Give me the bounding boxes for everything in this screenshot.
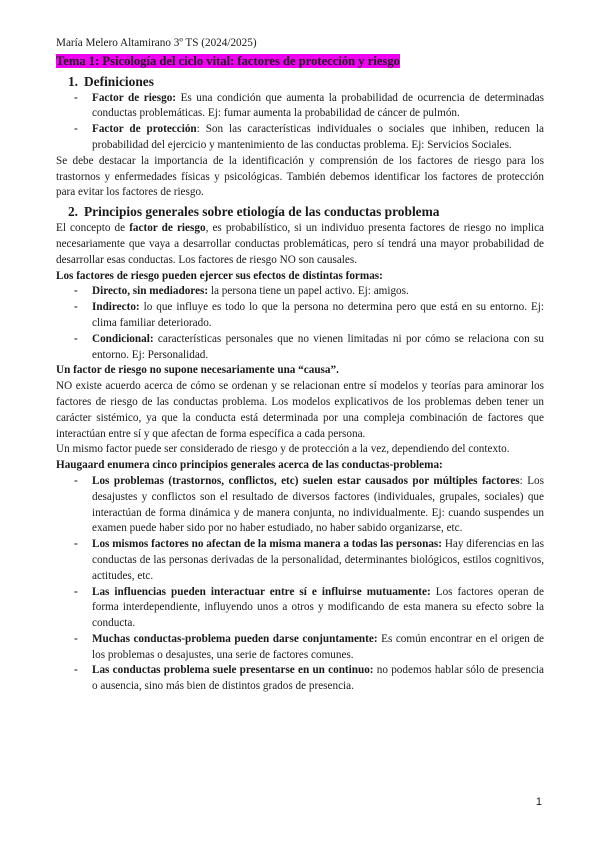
section-heading-principios: 2. Principios generales sobre etiología de las conductas problema	[67, 204, 440, 220]
list-item: - Las influencias pueden interactuar entre sí e influirse mutuamente: Los factores operan de forma interdependiente, influyendo unos a otros y modificando de esta manera su efecto sobre la conducta.	[92, 585, 544, 632]
document-title: Tema 1: Psicología del ciclo vital: factores de protección y riesgo	[56, 53, 400, 68]
list-item: - Indirecto: lo que influye es todo lo que la persona no determina pero que está en su entorno. Ej: clima familiar deteriorado.	[92, 300, 544, 332]
subheading-haugaard: Haugaard enumera cinco principios generales acerca de las conductas-problema:	[56, 459, 443, 472]
subheading-formas: Los factores de riesgo pueden ejercer sus efectos de distintas formas:	[56, 269, 383, 282]
definitions-list	[56, 91, 544, 154]
principles-list	[56, 474, 544, 695]
list-item: - Los problemas (trastornos, conflictos, etc) suelen estar causados por múltiples factores: Los desajustes y conflictos son el resultado de diversos factores (individuales, grupales, sociales) que interactúan de forma dinámica y de manera conjunta, no individualmente. Ej: cuando suspendes un examen puede haber sido por no haber estudiado, no haber sabido organizarse, etc.	[92, 474, 544, 537]
paragraph: Un mismo factor puede ser considerado de riesgo y de protección a la vez, dependiendo del contexto.	[56, 443, 510, 456]
section-heading-definiciones: 1. Definiciones	[67, 73, 154, 89]
list-item: - Factor de riesgo: Es una condición que aumenta la probabilidad de ocurrencia de determinadas conductas problemáticas. Ej: fumar aumenta la probabilidad de cáncer de pulmón.	[92, 91, 544, 123]
document-page	[56, 36, 544, 695]
page-number: 1	[535, 796, 542, 808]
list-item: - Los mismos factores no afectan de la misma manera a todas las personas: Hay diferencias en las conductas de las personas derivadas de la personalidad, determinantes biológicos, estilos cognitivos, actitudes, etc.	[92, 537, 544, 584]
list-item: - Factor de protección: Son las características individuales o sociales que inhiben, reducen la probabilidad del ejercicio y mantenimiento de las conductas problema. Ej: Servicios Sociales.	[92, 122, 544, 154]
author-line: María Melero Altamirano 3º TS (2024/2025)	[56, 37, 257, 49]
forms-list	[56, 284, 544, 363]
subheading-causa: Un factor de riesgo no supone necesariamente una “causa”.	[56, 364, 339, 377]
list-item: - Las conductas problema suele presentarse en un continuo: no podemos hablar sólo de presencia o ausencia, sino más bien de distintos grados de presencia.	[92, 663, 544, 695]
list-item: - Muchas conductas-problema pueden darse conjuntamente: Es común encontrar en el origen de los problemas o desajustes, una serie de factores comunes.	[92, 632, 544, 664]
paragraph: Se debe destacar la importancia de la identificación y comprensión de los factores de riesgo para los trastornos y enfermedades físicas y psicológicas. También debemos identificar los factores de protección para evitar los factores de riesgo.	[56, 154, 544, 199]
paragraph: El concepto de factor de riesgo, es probabilístico, si un individuo presenta factores de riesgo no implica necesariamente que vaya a desarrollar conductas problemáticas, pero sí tendrá una mayor probabilidad de desarrollar esas conductas. Los factores de riesgo NO son causales.	[56, 222, 544, 266]
paragraph: NO existe acuerdo acerca de cómo se ordenan y se relacionan entre sí modelos y teorías para aminorar los factores de riesgo de las conductas problema. Los modelos explicativos de los problemas deben tener un carácter sistémico, ya que la conducta está determinada por una compleja combinación de factores que interactúan entre sí y que afectan de forma específica a cada persona.	[56, 380, 544, 440]
list-item: - Condicional: características personales que no vienen limitadas ni por cómo se relaciona con su entorno. Ej: Personalidad.	[92, 332, 544, 364]
list-item: - Directo, sin mediadores: la persona tiene un papel activo. Ej: amigos.	[92, 284, 544, 300]
